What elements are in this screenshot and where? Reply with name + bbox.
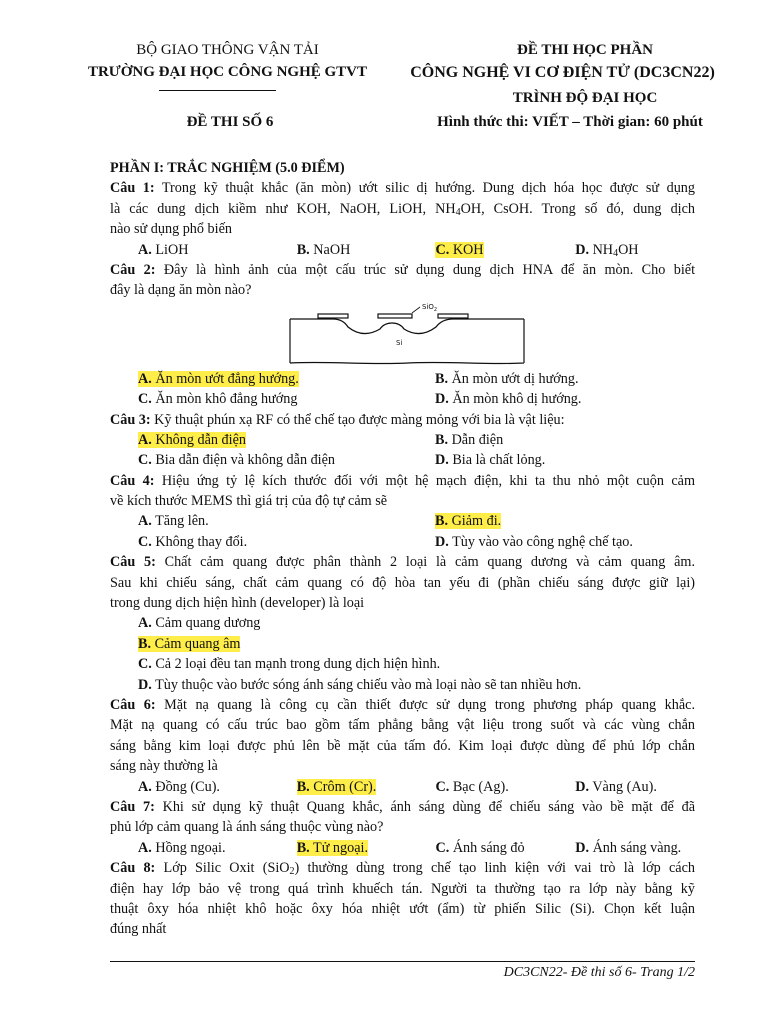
- question-label: Câu 4:: [110, 472, 155, 489]
- option-c[interactable]: C. Bia dẫn điện và không dẫn điện: [138, 452, 336, 469]
- exam-content: [110, 158, 695, 940]
- school-name: TRƯỜNG ĐẠI HỌC CÔNG NGHỆ GTVT: [87, 64, 368, 80]
- question-text-line: về kích thước MEMS thì giá trị của độ tự cảm sẽ: [110, 493, 388, 510]
- question-2: [110, 260, 695, 410]
- question-text-line: thuật ôxy hóa nhiệt khô hoặc ôxy hóa nhiệt ướt (ẩm) từ phiến Silic (Si). Chọn kết luận: [110, 900, 695, 917]
- question-text-line: Câu 5: Chất cảm quang được phân thành 2 loại là cảm quang dương và cảm quang âm.: [110, 554, 695, 571]
- page-footer: DC3CN22- Đề thi số 6- Trang 1/2: [503, 965, 695, 980]
- option-c[interactable]: C. Bạc (Ag).: [435, 778, 509, 795]
- option-b[interactable]: B. NaOH: [296, 241, 351, 258]
- option-a[interactable]: A. LiOH: [138, 241, 189, 258]
- question-7: [110, 797, 695, 858]
- options-row: [110, 838, 695, 858]
- options-row: [110, 450, 695, 470]
- question-text-line: điện hay lớp bảo vệ trong quá trình khuếch tán. Người ta thường tạo ra lớp này bằng kỹ: [110, 880, 695, 897]
- question-text-line: là các dung dịch kiềm như KOH, NaOH, LiOH, $NH_4OH$, CsOH. Trong số đó, dung dịch: [110, 200, 695, 218]
- option-d[interactable]: D. Vàng (Au).: [575, 778, 657, 795]
- exam-form: Hình thức thi: VIẾT – Thời gian: 60 phút: [437, 114, 703, 130]
- option-a[interactable]: A. Hồng ngoại.: [138, 839, 226, 856]
- question-text-line: Câu 2: Đây là hình ảnh của một cấu trúc sử dụng dung dịch HNA để ăn mòn. Cho biết: [110, 261, 695, 278]
- option-a[interactable]: A. Tăng lên.: [138, 513, 209, 530]
- option-a[interactable]: A. Cảm quang dương: [138, 615, 261, 632]
- option-b[interactable]: B. Crôm (Cr).: [296, 778, 377, 795]
- option-a[interactable]: A. Ăn mòn ướt đẳng hướng.: [138, 370, 299, 387]
- option-a[interactable]: A. Không dẫn điện: [138, 431, 246, 448]
- option-b[interactable]: B. Tử ngoại.: [296, 839, 369, 856]
- option-c[interactable]: C. KOH: [435, 241, 484, 258]
- option-d[interactable]: D. Tùy vào vào công nghệ chế tạo.: [435, 533, 633, 550]
- question-text-line: nào sử dụng phổ biến: [110, 221, 232, 238]
- option-d[interactable]: D. $NH_4OH$: [575, 241, 639, 259]
- options-row: [110, 369, 695, 389]
- question-label: Câu 1:: [110, 180, 155, 197]
- option-a[interactable]: A. Đồng (Cu).: [138, 778, 220, 795]
- option-d[interactable]: D. Ăn mòn khô dị hướng.: [435, 391, 582, 408]
- option-d[interactable]: D. Tùy thuộc vào bước sóng ánh sáng chiếu vào mà loại nào sẽ tan nhiều hơn.: [138, 676, 582, 693]
- course-title: CÔNG NGHỆ VI CƠ ĐIỆN TỬ (DC3CN22): [410, 64, 715, 81]
- question-label: Câu 3:: [110, 411, 151, 428]
- option-c[interactable]: C. Không thay đổi.: [138, 533, 248, 550]
- option-b[interactable]: B. Cảm quang âm: [138, 635, 241, 652]
- question-text-line: sáng này thường là: [110, 758, 218, 775]
- question-3: [110, 410, 695, 471]
- etching-diagram: [288, 301, 528, 369]
- question-text-line: Mặt nạ quang có cấu trúc bao gồm tấm phẳng bằng vật liệu trong suốt và các vùng chắn: [110, 717, 695, 734]
- question-6: [110, 695, 695, 797]
- question-4: [110, 471, 695, 553]
- option-c[interactable]: C. Ăn mòn khô đẳng hướng: [138, 391, 298, 408]
- si-label: Si: [396, 338, 403, 347]
- options-row: [110, 240, 695, 260]
- question-text-line: Câu 1: Trong kỹ thuật khắc (ăn mòn) ướt silic dị hướng. Dung dịch hóa học được sử dụng: [110, 180, 695, 197]
- options-row: [110, 389, 695, 409]
- question-text-line: Câu 8: Lớp Silic Oxit (SiO$_2$) thường dùng trong chế tạo linh kiện với vai trò là lớp cách: [110, 860, 695, 878]
- question-label: Câu 8:: [110, 860, 156, 877]
- exam-title: ĐỀ THI HỌC PHẦN: [517, 42, 653, 58]
- etching-figure: [110, 301, 695, 369]
- question-text-line: Sau khi chiếu sáng, chất cảm quang có độ hòa tan yếu đi (phần chiếu sáng được giữ lại): [110, 574, 695, 591]
- footer-rule: [110, 961, 695, 962]
- exam-header: [0, 42, 768, 142]
- question-label: Câu 6:: [110, 696, 156, 713]
- options-row: [110, 532, 695, 552]
- option-b[interactable]: B. Ăn mòn ướt dị hướng.: [435, 370, 579, 387]
- option-d[interactable]: D. Ánh sáng vàng.: [575, 839, 682, 856]
- question-label: Câu 5:: [110, 554, 156, 571]
- option-b[interactable]: B. Giảm đi.: [435, 513, 502, 530]
- question-text-line: sáng bằng kim loại được phủ lên bề mặt của tấm đó. Kim loại được dùng để phủ lớp chắn: [110, 737, 695, 754]
- question-text-line: phủ lớp cảm quang là ánh sáng thuộc vùng nào?: [110, 819, 384, 836]
- question-8: [110, 858, 695, 940]
- question-label: Câu 2:: [110, 261, 156, 278]
- sio2-label: SiO$_2$: [422, 302, 438, 313]
- ministry-name: BỘ GIAO THÔNG VẬN TẢI: [136, 42, 319, 58]
- question-text-line: trong dung dịch hiện hình (developer) là loại: [110, 595, 365, 612]
- question-text-line: đây là dạng ăn mòn nào?: [110, 282, 252, 299]
- question-text-line: Câu 3: Kỹ thuật phún xạ RF có thể chế tạo được màng mỏng với bia là vật liệu:: [110, 411, 565, 428]
- question-5: [110, 552, 695, 695]
- option-d[interactable]: D. Bia là chất lỏng.: [435, 452, 546, 469]
- question-text-line: Câu 6: Mặt nạ quang là công cụ cần thiết được sử dụng trong phương pháp quang khắc.: [110, 696, 695, 713]
- question-text-line: đúng nhất: [110, 921, 167, 938]
- options-row: [110, 430, 695, 450]
- option-c[interactable]: C. Cả 2 loại đều tan mạnh trong dung dịch hiện hình.: [138, 656, 441, 673]
- question-label: Câu 7:: [110, 798, 155, 815]
- option-c[interactable]: C. Ánh sáng đỏ: [435, 839, 525, 856]
- question-text-line: Câu 7: Khi sử dụng kỹ thuật Quang khắc, ánh sáng dùng để chiếu sáng vào bề mặt để đã: [110, 798, 695, 815]
- question-1: [110, 178, 695, 260]
- exam-number: ĐỀ THI SỐ 6: [186, 114, 274, 130]
- section-title: PHẦN I: TRẮC NGHIỆM (5.0 ĐIỂM): [110, 160, 345, 176]
- school-underline: [159, 90, 276, 91]
- option-b[interactable]: B. Dẫn điện: [435, 431, 504, 448]
- options-row: [110, 777, 695, 797]
- education-level: TRÌNH ĐỘ ĐẠI HỌC: [512, 90, 658, 106]
- options-row: [110, 511, 695, 531]
- question-text-line: Câu 4: Hiệu ứng tỷ lệ kích thước đối với một hệ mạch điện, khi ta thu nhỏ một cuộn cảm: [110, 472, 695, 489]
